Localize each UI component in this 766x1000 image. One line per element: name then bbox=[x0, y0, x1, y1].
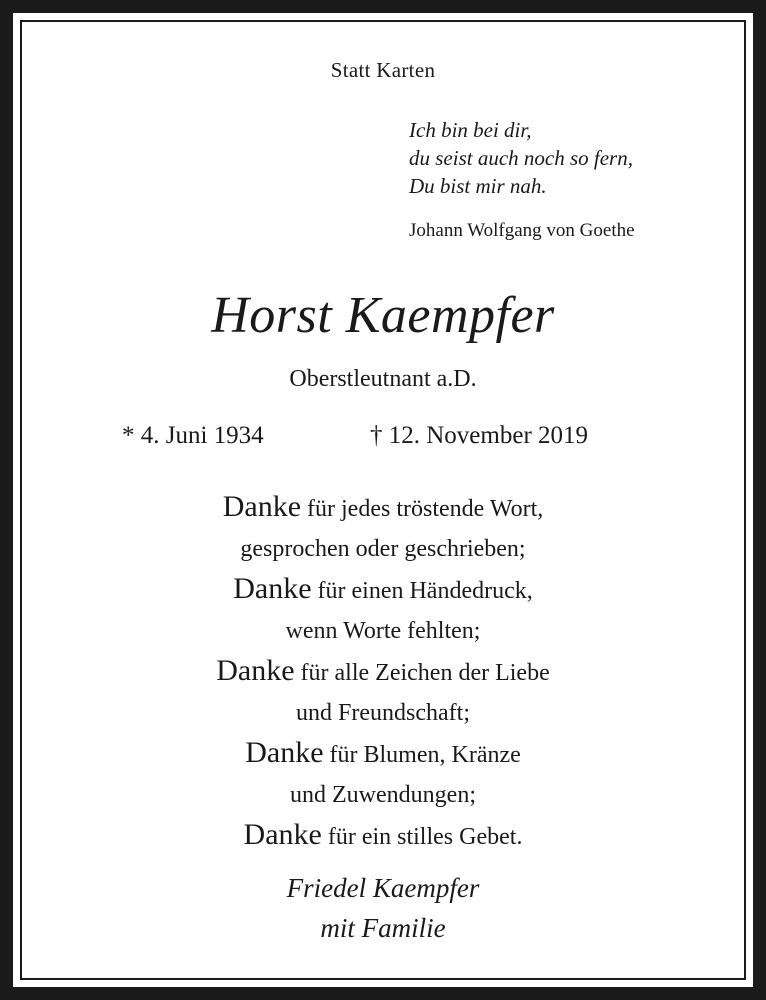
thanks-line bbox=[0, 529, 766, 569]
thank-you-text bbox=[0, 487, 766, 857]
thanks-rest: wenn Worte fehlten; bbox=[285, 618, 481, 644]
signature-name: Friedel Kaempfer bbox=[286, 873, 480, 903]
quote-line: Du bist mir nah. bbox=[409, 174, 547, 198]
danke-word: Danke bbox=[233, 572, 312, 605]
thanks-rest: für ein stilles Gebet. bbox=[321, 824, 523, 850]
thanks-rest: gesprochen oder geschrieben; bbox=[240, 536, 526, 562]
quote-line: Ich bin bei dir, bbox=[409, 118, 532, 142]
signature bbox=[0, 868, 766, 948]
birth-date: * 4. Juni 1934 bbox=[122, 422, 264, 449]
thanks-line bbox=[0, 487, 766, 529]
thanks-line bbox=[0, 733, 766, 775]
danke-word: Danke bbox=[245, 736, 324, 769]
thanks-line bbox=[0, 611, 766, 651]
thanks-line bbox=[0, 651, 766, 693]
statt-karten-heading: Statt Karten bbox=[330, 58, 436, 82]
danke-word: Danke bbox=[216, 654, 295, 687]
thanks-rest: für einen Händedruck, bbox=[311, 578, 533, 604]
deceased-name: Horst Kaempfer bbox=[211, 287, 555, 344]
goethe-quote bbox=[409, 116, 633, 200]
thanks-rest: für jedes tröstende Wort, bbox=[301, 496, 544, 522]
danke-word: Danke bbox=[222, 490, 302, 523]
deceased-title: Oberstleutnant a.D. bbox=[289, 366, 477, 392]
thanks-line bbox=[0, 693, 766, 733]
death-date: † 12. November 2019 bbox=[370, 422, 589, 449]
thanks-rest: und Freundschaft; bbox=[296, 700, 470, 726]
signature-family: mit Familie bbox=[320, 913, 446, 943]
thanks-line bbox=[0, 569, 766, 611]
thanks-rest: für Blumen, Kränze bbox=[323, 742, 521, 768]
thanks-rest: und Zuwendungen; bbox=[290, 782, 476, 808]
danke-word: Danke bbox=[243, 818, 322, 851]
thanks-rest: für alle Zeichen der Liebe bbox=[294, 660, 550, 686]
quote-line: du seist auch noch so fern, bbox=[409, 146, 633, 170]
thanks-line bbox=[0, 775, 766, 815]
thanks-line bbox=[0, 815, 766, 857]
quote-author: Johann Wolfgang von Goethe bbox=[409, 220, 635, 241]
